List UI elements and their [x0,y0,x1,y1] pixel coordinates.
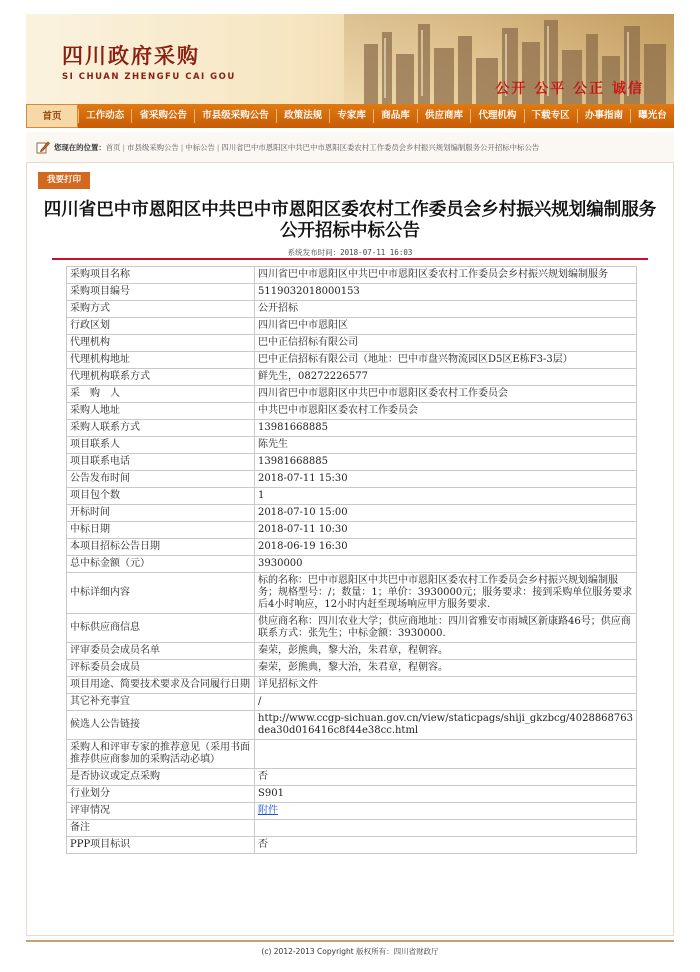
row-value: 秦荣，彭熊典，黎大治，朱君章，程朝容。 [255,643,637,660]
row-label: 代理机构联系方式 [67,369,255,386]
footer-divider [26,940,674,942]
row-label: 评审委员会成员名单 [67,643,255,660]
table-row [67,420,637,437]
table-row [67,740,637,769]
table-row [67,614,637,643]
row-value: S901 [255,786,637,803]
row-label: 本项目招标公告日期 [67,539,255,556]
table-row [67,335,637,352]
row-value: 巴中正信招标有限公司 [255,335,637,352]
row-value: 2018-07-11 15:30 [255,471,637,488]
row-value: 陈先生 [255,437,637,454]
row-label: 代理机构 [67,335,255,352]
row-value: 公开招标 [255,301,637,318]
row-value: 供应商名称：四川农业大学；供应商地址：四川省雅安市雨城区新康路46号；供应商联系方式：张先生；中标金额：3930000. [255,614,637,643]
row-value: http://www.ccgp-sichuan.gov.cn/view/staticpags/shiji_gkzbcg/4028868763dea30d016416c8f44e38cc.html [255,711,637,740]
publish-time-label: 系统发布时间： [287,248,341,257]
row-label: 评标委员会成员 [67,660,255,677]
nav-item[interactable]: 商品库 [381,110,410,121]
row-label: 行业划分 [67,786,255,803]
edit-pencil-icon [36,140,50,154]
breadcrumb-separator: | [180,142,184,152]
table-row [67,820,637,837]
table-row [67,437,637,454]
article-title: 四川省巴中市恩阳区中共巴中市恩阳区委农村工作委员会乡村振兴规划编制服务公开招标中标公告 [43,200,657,241]
row-value: 巴中正信招标有限公司（地址：巴中市盘兴物流园区D5区E栋F3-3层） [255,352,637,369]
table-row [67,660,637,677]
attachment-link[interactable]: 附件 [258,805,278,816]
announcement-table [66,266,637,854]
breadcrumb-separator: | [122,142,126,152]
main-nav [26,104,674,128]
row-label: 采购项目名称 [67,267,255,284]
breadcrumb-item-award-notice[interactable]: 中标公告 [185,142,215,152]
row-value: 511903201800015З [255,284,637,301]
table-row [67,386,637,403]
row-label: 采购人联系方式 [67,420,255,437]
nav-item[interactable]: 工作动态 [86,110,125,121]
table-row [67,694,637,711]
row-label: 候选人公告链接 [67,711,255,740]
row-label: 采购项目编号 [67,284,255,301]
row-label: 公告发布时间 [67,471,255,488]
publish-time [40,247,660,258]
row-value: 鲜先生，08272226577 [255,369,637,386]
row-label: 是否协议或定点采购 [67,769,255,786]
row-value: 四川省巴中市恩阳区中共巴中市恩阳区委农村工作委员会乡村振兴规划编制服务 [255,267,637,284]
row-value: 2018-06-19 16:30 [255,539,637,556]
row-value [255,820,637,837]
table-row [67,786,637,803]
row-value: 否 [255,837,637,854]
site-logo-pinyin: SI CHUAN ZHENGFU CAI GOU [62,72,236,82]
row-value: 否 [255,769,637,786]
nav-item[interactable]: 专家库 [337,110,366,121]
row-value: 1 [255,488,637,505]
row-value: / [255,694,637,711]
nav-item[interactable]: 政策法规 [284,110,323,121]
row-label: 行政区划 [67,318,255,335]
row-value: 标的名称：巴中市恩阳区中共巴中市恩阳区委农村工作委员会乡村振兴规划编制服务；规格型号：/；数量：1；单价：3930000元；服务要求：接到采购单位服务要求后4小时响应，12小时内赶至现场响应甲方服务要求. [255,573,637,614]
slogan-text: 公开 公平 公正 诚信 [495,81,644,97]
row-value: 详见招标文件 [255,677,637,694]
row-label: 中标详细内容 [67,573,255,614]
nav-item[interactable]: 供应商库 [425,110,464,121]
nav-item[interactable]: 市县级采购公告 [202,110,269,121]
row-label: 开标时间 [67,505,255,522]
table-row [67,267,637,284]
row-value: 秦荣，彭熊典，黎大治，朱君章，程朝容。 [255,660,637,677]
table-row [67,539,637,556]
row-value [255,740,637,769]
footer-copyright: (c) 2012-2013 Copyright 版权所有：四川省财政厅 [261,947,439,956]
row-value: 中共巴中市恩阳区委农村工作委员会 [255,403,637,420]
publish-time-value: 2018-07-11 16:03 [340,248,413,257]
table-row [67,711,637,740]
breadcrumb-separator: | [216,142,220,152]
table-row [67,403,637,420]
site-logo-text[interactable]: 四川政府采购 [62,43,200,68]
breadcrumb-item-county-notice[interactable]: 市县级采购公告 [127,142,179,152]
row-label: 项目联系人 [67,437,255,454]
table-row [67,573,637,614]
nav-item[interactable]: 下载专区 [531,110,570,121]
row-value: 四川省巴中市恩阳区 [255,318,637,335]
nav-item[interactable]: 曝光台 [638,110,667,121]
breadcrumb-label: 您现在的位置： [54,142,106,152]
table-row [67,837,637,854]
row-label: 其它补充事宜 [67,694,255,711]
table-row [67,769,637,786]
table-row [67,522,637,539]
row-value: 2018-07-11 10:30 [255,522,637,539]
nav-item[interactable]: 办事指南 [584,110,623,121]
row-label: 中标供应商信息 [67,614,255,643]
table-row [67,454,637,471]
site-header [26,14,674,104]
title-divider [52,258,648,260]
row-label: 采购方式 [67,301,255,318]
table-row [67,318,637,335]
row-label: 代理机构地址 [67,352,255,369]
table-row [67,301,637,318]
row-value: 13981668885 [255,420,637,437]
table-row [67,556,637,573]
row-label: 采购人地址 [67,403,255,420]
nav-item[interactable]: 代理机构 [478,110,517,121]
table-row [67,643,637,660]
table-row [67,369,637,386]
table-row [67,505,637,522]
table-row [67,677,637,694]
row-value: 3930000 [255,556,637,573]
row-label: 项目包个数 [67,488,255,505]
row-label: 采购人和评审专家的推荐意见（采用书面推荐供应商参加的采购活动必填） [67,740,255,769]
table-row [67,803,637,820]
row-label: 项目联系电话 [67,454,255,471]
row-label: PPP项目标识 [67,837,255,854]
row-label: 备注 [67,820,255,837]
print-button[interactable]: 我要打印 [38,172,90,189]
breadcrumb-item-current: 四川省巴中市恩阳区中共巴中市恩阳区委农村工作委员会乡村振兴规划编制服务公开招标中标公告 [221,142,540,152]
row-value: 四川省巴中市恩阳区中共巴中市恩阳区委农村工作委员会 [255,386,637,403]
row-value: 13981668885 [255,454,637,471]
row-label: 评审情况 [67,803,255,820]
row-label: 项目用途、简要技术要求及合同履行日期 [67,677,255,694]
table-row [67,471,637,488]
row-value: 2018-07-10 15:00 [255,505,637,522]
nav-item[interactable]: 省采购公告 [139,110,187,121]
breadcrumb [26,132,674,163]
row-value [255,803,637,820]
row-label: 采 购 人 [67,386,255,403]
table-row [67,352,637,369]
row-label: 总中标金额（元） [67,556,255,573]
breadcrumb-item-home[interactable]: 首页 [105,142,121,152]
row-label: 中标日期 [67,522,255,539]
table-row [67,488,637,505]
table-row [67,284,637,301]
nav-item[interactable]: 首页 [26,104,78,128]
